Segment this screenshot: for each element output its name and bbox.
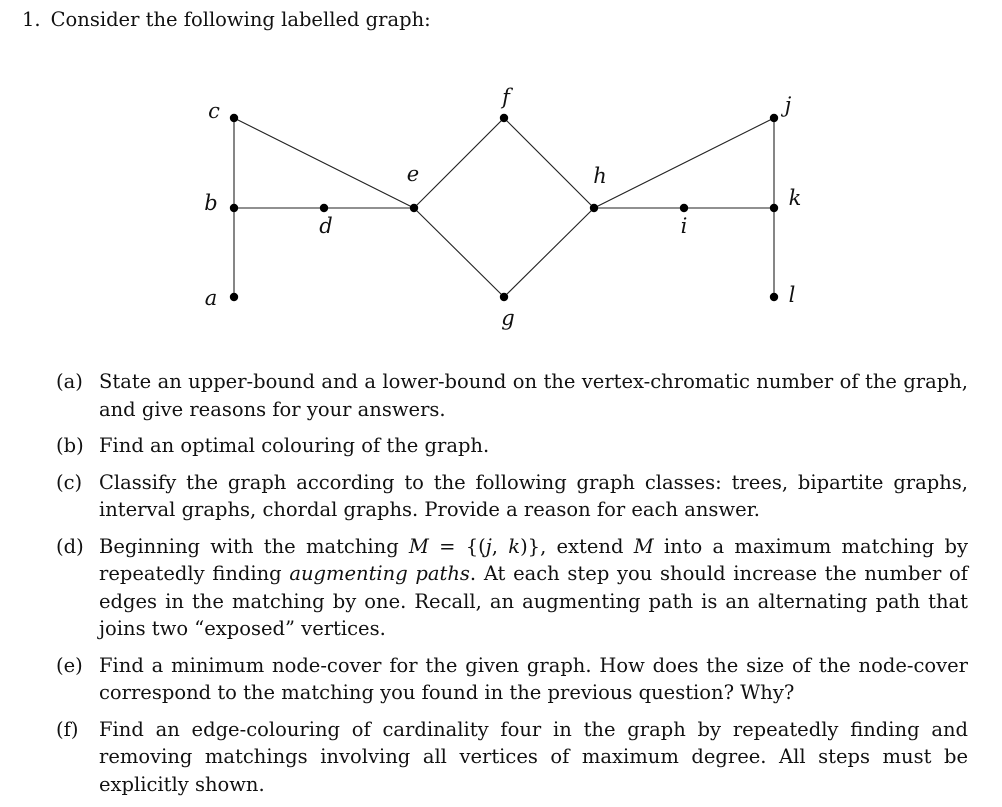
vertex-label-l: l	[788, 283, 796, 307]
vertex-g	[500, 293, 508, 301]
graph-edges	[234, 118, 774, 297]
part-d	[56, 533, 968, 643]
part-f-text: Find an edge-colouring of cardinality four in the graph by repeatedly finding and removing matchings involving all vertices of maximum degree. All steps must be explicitly shown.	[99, 717, 968, 796]
part-d-math-m: M	[408, 534, 429, 558]
part-d-text-4: )}, extend	[520, 534, 634, 558]
edge-g-h	[504, 208, 594, 297]
question-intro: Consider the following labelled graph:	[50, 8, 431, 31]
part-a-text: State an upper-bound and a lower-bound on the vertex-chromatic number of the graph, and give reasons for your answers.	[99, 370, 968, 421]
vertex-h	[590, 204, 598, 212]
edge-h-j	[594, 118, 774, 208]
vertex-f	[500, 114, 508, 122]
vertex-l	[770, 293, 778, 301]
part-d-text-6: . At each step you should increase the number of edges in the matching by one. Recall, an augmenting path is an alternating path that joins two “exposed” vertices.	[99, 562, 968, 640]
part-e-label: (e)	[56, 653, 83, 677]
part-b-text: Find an optimal colouring of the graph.	[99, 434, 490, 457]
edge-e-g	[414, 208, 504, 297]
part-f	[56, 716, 968, 799]
vertex-j	[770, 114, 778, 122]
vertex-i	[680, 204, 688, 212]
edge-c-e	[234, 118, 414, 208]
edge-e-f	[414, 118, 504, 208]
part-c-text: Classify the graph according to the following graph classes: trees, bipartite graphs, interval graphs, chordal graphs. Provide a reason for each answer.	[99, 470, 968, 521]
vertex-label-e: e	[406, 162, 420, 186]
vertex-label-j: j	[784, 93, 792, 117]
vertex-a	[230, 293, 238, 301]
part-b-label: (b)	[56, 434, 84, 457]
part-b	[56, 432, 968, 460]
part-c-label: (c)	[56, 470, 83, 494]
part-e-text: Find a minimum node-cover for the given graph. How does the size of the node-cover correspond to the matching you found in the previous question? Why?	[99, 653, 968, 704]
vertex-k	[770, 204, 778, 212]
question-number: 1.	[22, 8, 41, 31]
vertex-label-g: g	[501, 306, 515, 330]
part-d-math-k: k	[508, 534, 521, 558]
question-parts	[56, 368, 968, 807]
part-d-text-2: = {(	[428, 534, 486, 558]
edge-f-h	[504, 118, 594, 208]
part-c	[56, 469, 968, 524]
part-d-text-1: Beginning with the matching	[99, 534, 409, 558]
part-f-label: (f)	[56, 717, 79, 741]
part-d-math-m2: M	[633, 534, 654, 558]
graph-figure	[0, 0, 1002, 360]
vertex-label-h: h	[593, 164, 607, 188]
part-d-text	[99, 535, 968, 641]
part-a	[56, 368, 968, 423]
part-d-label: (d)	[56, 534, 84, 558]
vertex-label-d: d	[319, 214, 333, 238]
part-d-math-j: j	[485, 534, 492, 558]
vertex-label-a: a	[204, 286, 218, 310]
part-d-text-5: into a maximum matching by repeatedly finding	[99, 534, 968, 585]
vertex-label-f: f	[502, 85, 510, 109]
vertex-e	[410, 204, 418, 212]
part-e	[56, 652, 968, 707]
vertex-label-i: i	[680, 214, 688, 238]
vertex-c	[230, 114, 238, 122]
vertex-label-k: k	[788, 186, 802, 210]
part-a-label: (a)	[56, 370, 83, 393]
vertex-label-b: b	[204, 191, 218, 215]
vertex-label-c: c	[208, 99, 220, 123]
vertex-b	[230, 204, 238, 212]
part-d-emphasis: augmenting paths	[289, 562, 470, 585]
vertex-d	[320, 204, 328, 212]
part-d-text-3: ,	[491, 534, 509, 558]
